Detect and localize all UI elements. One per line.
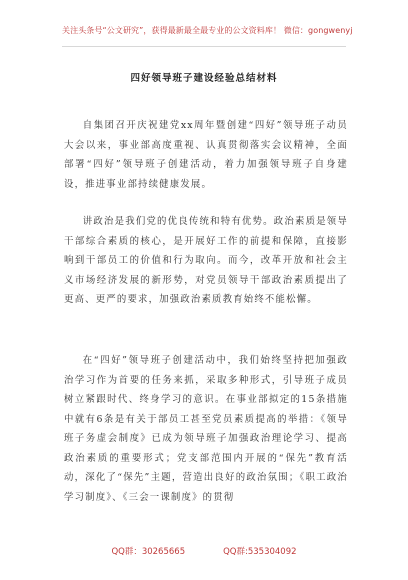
paragraph-activities: 在“四好”领导班子创建活动中，我们始终坚持把加强政治学习作为首要的任务来抓，采取多种形式，引导班子成员树立紧跟时代、终身学习的意识。在事业部拟定的15条措施中就有6条是有关于部员工甚至党员素质提高的举措：《领导班子务虚会制度》已成为领导班子加强政治理论学习、提高政治素质的重要形式；党支部范围内开展的“保先”教育活动，深化了“保先”主题，营造出良好的政治氛围；《职工政治学习制度》、《三会一课制度》的贯彻: [64, 355, 348, 503]
paragraph-politics: 讲政治是我们党的优良传统和特有优势。政治素质是领导干部综合素质的核心，是开展好工作的前提和保障，直接影响到干部员工的价值和行为取向。而今，改革开放和社会主义市场经济发展的新形势，对党员领导干部政治素质提出了更高、更严的要求，加强政治素质教育始终不能松懈。: [64, 216, 348, 305]
page-header: [0, 0, 408, 60]
header-notice: 关注头条号“公文研究”，获得最新最全最专业的公文资料库！ 微信：gongwenyj: [62, 26, 353, 35]
paragraph-block: [64, 212, 348, 310]
document-title: 四好领导班子建设经验总结材料: [130, 73, 278, 84]
footer-qq-group-1: QQ群：30265665: [111, 547, 186, 557]
footer-qq-group-2: QQ群:535304092: [223, 547, 297, 557]
page-footer: [0, 545, 408, 557]
paragraph-block: [64, 351, 348, 507]
header-divider: [62, 46, 346, 47]
paragraph-block: [64, 116, 348, 194]
paragraph-intro: 自集团召开庆祝建党xx周年暨创建“四好”领导班子动员大会以来，事业部高度重视、认真贯彻落实会议精神，全面部署“四好”领导班子创建活动，着力加强领导班子自身建设，推进事业部持续健康发展。: [64, 120, 348, 190]
